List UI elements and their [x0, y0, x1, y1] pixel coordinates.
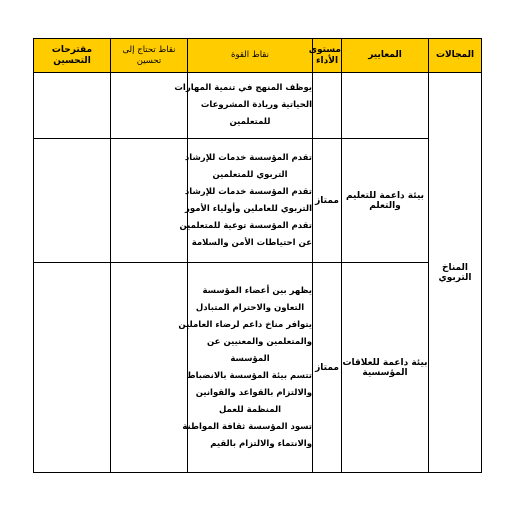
strength-line: التربوي للعاملين وأولياء الأمور — [185, 203, 312, 214]
strength-line: تقدم المؤسسة توعية للمتعلمين — [179, 220, 312, 231]
strength-line: والمتعلمين والمعنيين عن — [207, 336, 312, 347]
header-row — [34, 39, 482, 73]
strength-line: تقدم المؤسسة خدمات للإرشاد — [184, 152, 312, 163]
table-row — [34, 263, 482, 473]
strength-line: التربوي للمتعلمين — [212, 169, 288, 180]
suggestions-cell — [34, 263, 111, 473]
level-cell: ممتاز — [313, 263, 342, 473]
strength-line: يظهر بين أعضاء المؤسسة — [202, 285, 312, 296]
needs-improvement-cell — [111, 139, 188, 263]
header-needs-improvement: نقاط تحتاج إلى تحسين — [111, 39, 188, 73]
strength-line: تتسم بيئة المؤسسة بالانضباط — [186, 370, 312, 381]
strengths-cell — [179, 139, 313, 263]
needs-improvement-cell — [111, 263, 188, 473]
header-improvement-suggestions: مقترحات التحسين — [34, 39, 111, 73]
strength-line: يوظف المنهج في تنمية المهارات — [174, 83, 312, 93]
table-row — [34, 139, 482, 263]
strength-line: المنظمة للعمل — [218, 404, 282, 415]
strength-line: للمتعلمين — [229, 117, 271, 127]
strength-line: والانتماء والالتزام بالقيم — [210, 438, 312, 449]
criteria-cell: بيئة داعمة للعلاقات المؤسسية — [342, 263, 429, 473]
domain-cell: المناخ التربوي — [429, 73, 482, 473]
strength-line: تقدم المؤسسة خدمات للإرشاد — [184, 186, 312, 197]
suggestions-cell — [34, 139, 111, 263]
level-cell: ممتاز — [313, 139, 342, 263]
strength-line: والالتزام بالقواعد والقوانين — [195, 387, 312, 398]
strength-line: يتوافر مناخ داعم لرضاء العاملين — [178, 319, 312, 330]
strengths-cell — [178, 263, 313, 473]
level-cell — [313, 73, 342, 139]
strength-line: التعاون والاحترام المتبادل — [195, 302, 305, 313]
criteria-cell: بيئة داعمة للتعليم والتعلم — [342, 139, 429, 263]
header-criteria: المعايير — [342, 39, 429, 73]
strengths-cell — [174, 73, 313, 139]
evaluation-table — [33, 38, 482, 473]
strength-line: المؤسسة — [230, 353, 270, 364]
header-strengths: نقاط القوة — [188, 39, 313, 73]
table-row — [34, 73, 482, 139]
header-domains: المجالات — [429, 39, 482, 73]
strength-line: تسود المؤسسة ثقافة المواطنة — [182, 421, 312, 432]
strength-line: عن احتياطات الأمن والسلامة — [191, 237, 312, 248]
criteria-cell — [342, 73, 429, 139]
header-performance-level: مستوى الأداء — [313, 39, 342, 73]
suggestions-cell — [34, 73, 111, 139]
strength-line: الحياتية وريادة المشروعات — [200, 100, 312, 110]
